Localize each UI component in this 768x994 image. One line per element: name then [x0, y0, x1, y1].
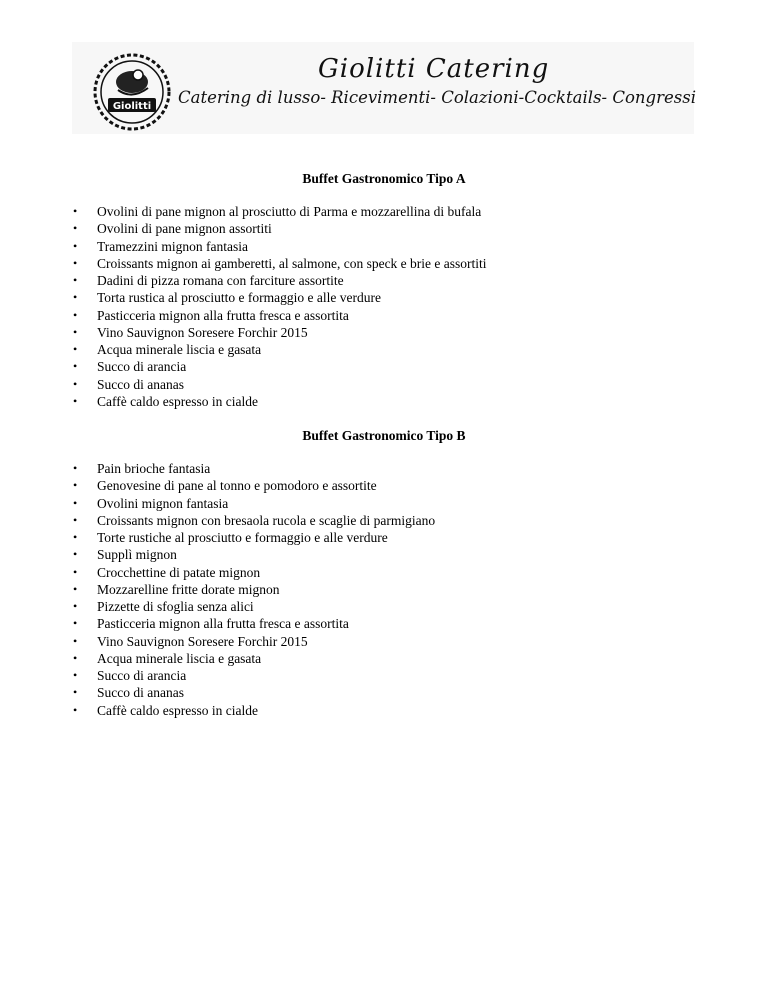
list-item-text: Pain brioche fantasia	[97, 461, 211, 476]
list-item-text: Vino Sauvignon Soresere Forchir 2015	[97, 324, 308, 340]
logo-text: Giolitti	[112, 101, 152, 112]
bullet-icon: •	[73, 478, 78, 493]
list-item-text: Succo di arancia	[97, 359, 187, 375]
list-item-text: Dadini di pizza romana con farciture assortite	[97, 273, 344, 288]
bullet-icon: •	[73, 702, 78, 717]
list-item-text: Mozzarelline fritte dorate mignon	[97, 581, 280, 597]
bullet-icon: •	[73, 564, 78, 579]
buffet-section-a	[0, 170, 768, 409]
list-item-text: Vino Sauvignon Soresere Forchir 2015	[97, 633, 308, 649]
list-item-text: Pizzette di sfoglia senza alici	[97, 599, 254, 614]
list-item-text: Caffè caldo espresso in cialde	[97, 702, 258, 718]
bullet-icon: •	[73, 359, 78, 374]
bullet-icon: •	[73, 547, 78, 562]
list-item-text: Caffè caldo espresso in cialde	[97, 393, 258, 409]
bullet-icon: •	[73, 204, 78, 218]
bullet-icon: •	[73, 376, 78, 391]
bullet-icon: •	[73, 238, 78, 253]
giolitti-logo	[92, 52, 172, 132]
bullet-icon: •	[73, 221, 78, 236]
section-title: Buffet Gastronomico Tipo A	[302, 171, 466, 186]
bullet-icon: •	[73, 307, 78, 322]
bullet-icon: •	[73, 512, 78, 527]
bullet-icon: •	[73, 324, 78, 339]
bullet-icon: •	[73, 616, 78, 631]
list-item-text: Succo di arancia	[97, 668, 187, 683]
list-item-text: Supplì mignon	[97, 547, 177, 563]
brand-name: Giolitti Catering	[318, 54, 550, 84]
list-item-text: Pasticceria mignon alla frutta fresca e assortita	[97, 616, 349, 632]
bullet-icon: •	[73, 342, 78, 356]
list-item-text: Acqua minerale liscia e gasata	[97, 342, 262, 357]
bullet-icon: •	[73, 530, 78, 544]
list-item-text: Crocchettine di patate mignon	[97, 564, 261, 580]
bullet-icon: •	[73, 668, 78, 682]
bullet-icon: •	[73, 633, 78, 648]
list-item-text: Torte rustiche al prosciutto e formaggio e alle verdure	[97, 530, 388, 545]
list-item-text: Succo di ananas	[97, 685, 184, 701]
bullet-icon: •	[73, 685, 78, 700]
list-item-text: Succo di ananas	[97, 376, 184, 392]
list-item-text: Genovesine di pane al tonno e pomodoro e assortite	[97, 478, 377, 494]
bullet-icon: •	[73, 273, 78, 287]
letterhead	[72, 42, 694, 134]
bullet-icon: •	[73, 581, 78, 596]
list-item-text: Ovolini di pane mignon al prosciutto di Parma e mozzarellina di bufala	[97, 204, 482, 219]
list-item-text: Ovolini mignon fantasia	[97, 495, 229, 511]
list-item-text: Croissants mignon con bresaola rucola e scaglie di parmigiano	[97, 512, 436, 528]
bullet-icon: •	[73, 461, 78, 475]
bullet-icon: •	[73, 495, 78, 510]
list-item-text: Pasticceria mignon alla frutta fresca e assortita	[97, 307, 349, 323]
brand-tagline: Catering di lusso- Ricevimenti- Colazioni-Cocktails- Congressi	[178, 88, 696, 107]
bullet-icon: •	[73, 290, 78, 305]
bullet-icon: •	[73, 650, 78, 665]
section-title: Buffet Gastronomico Tipo B	[302, 428, 466, 443]
list-item-text: Acqua minerale liscia e gasata	[97, 650, 262, 666]
bullet-icon: •	[73, 255, 78, 270]
list-item-text: Ovolini di pane mignon assortiti	[97, 221, 272, 237]
bullet-icon: •	[73, 393, 78, 408]
list-item-text: Croissants mignon ai gamberetti, al salmone, con speck e brie e assortiti	[97, 255, 487, 271]
buffet-section-b	[0, 427, 768, 718]
list-item-text: Torta rustica al prosciutto e formaggio e alle verdure	[97, 290, 381, 306]
list-item-text: Tramezzini mignon fantasia	[97, 238, 248, 254]
bullet-icon: •	[73, 599, 78, 613]
